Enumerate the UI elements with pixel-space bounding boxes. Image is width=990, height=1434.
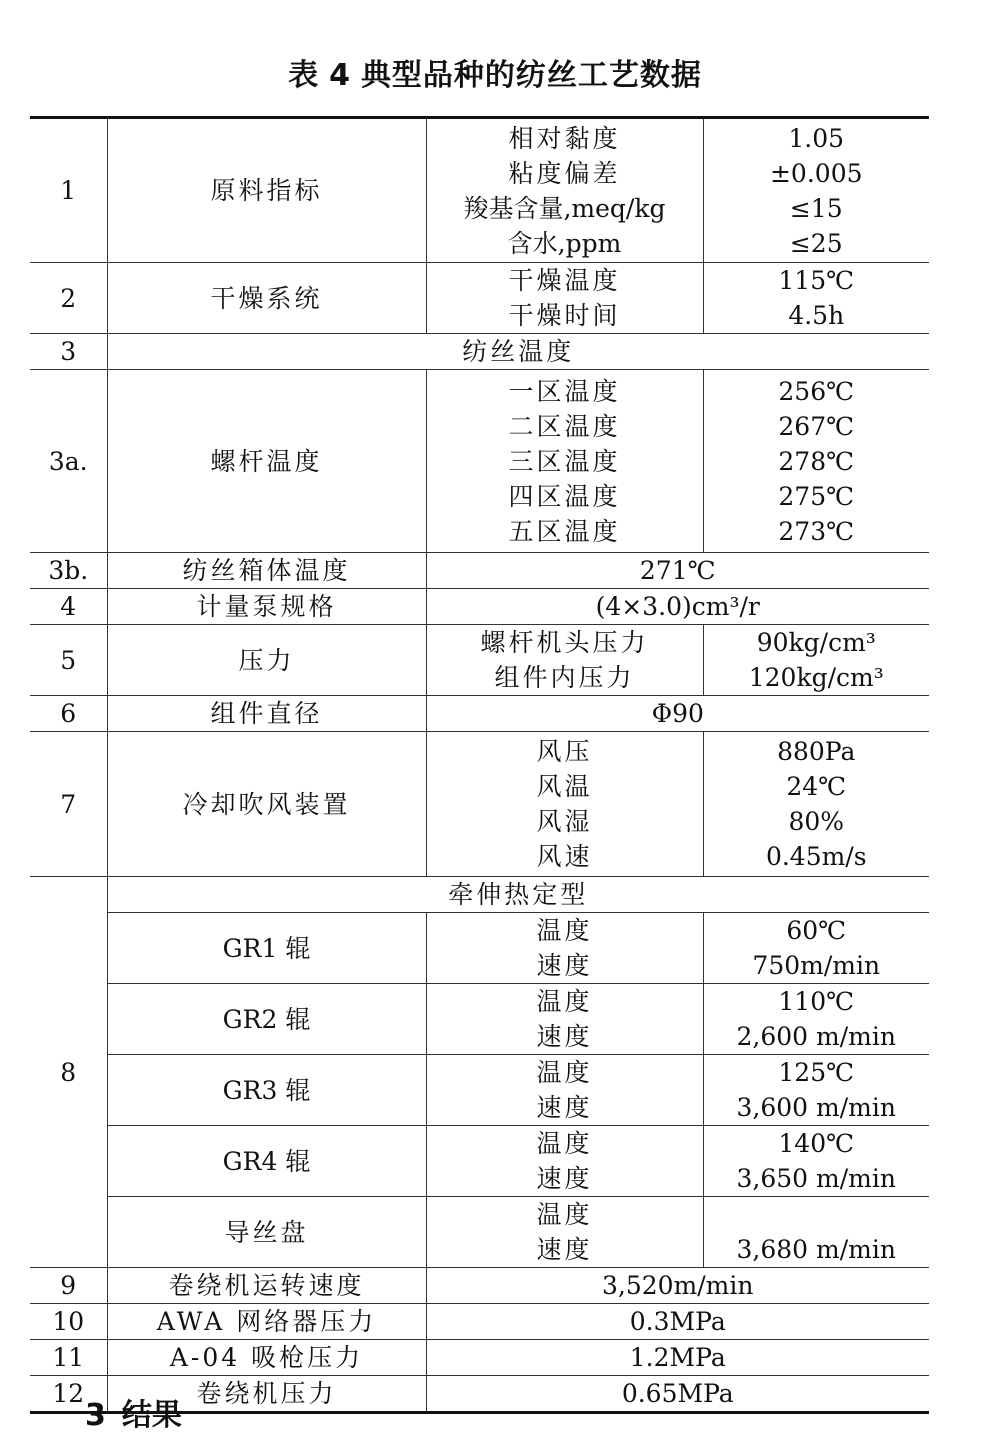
- param-label: 速度: [536, 1164, 593, 1193]
- param-value: 3,600 m/min: [736, 1093, 896, 1122]
- table-row: [30, 913, 929, 984]
- row-number: 3: [30, 334, 107, 370]
- param-value: ≤15: [789, 193, 843, 223]
- param-label: 羧基含量,meq/kg: [463, 193, 666, 223]
- row-number: 4: [30, 589, 107, 625]
- section-title: 结果: [121, 1398, 182, 1433]
- param-cell: [426, 118, 703, 263]
- param-label: 温度: [536, 1200, 593, 1229]
- param-value: ≤25: [789, 228, 843, 258]
- row-number: 1: [30, 118, 107, 263]
- param-value: ±0.005: [769, 158, 863, 188]
- section-heading-results: [85, 1390, 182, 1434]
- table-row: [30, 263, 929, 334]
- table-row: [30, 1340, 929, 1376]
- item-name: 冷却吹风装置: [107, 732, 426, 877]
- row-number: 10: [30, 1304, 107, 1340]
- value-cell: [703, 370, 929, 553]
- item-name: 计量泵规格: [107, 589, 426, 625]
- row-number: 8: [30, 877, 107, 1268]
- row-number: 2: [30, 263, 107, 334]
- param-cell: [426, 732, 703, 877]
- param-value: 278℃: [778, 446, 855, 476]
- param-label: 一区温度: [508, 376, 621, 406]
- param-value: 24℃: [786, 772, 847, 801]
- title-number: 4: [329, 58, 351, 93]
- row-number: 6: [30, 696, 107, 732]
- param-label: 干燥温度: [508, 266, 621, 295]
- table-row: [30, 1055, 929, 1126]
- table-row: [30, 370, 929, 553]
- param-cell: [426, 1197, 703, 1268]
- param-value: 115℃: [778, 266, 855, 295]
- item-name: GR2 辊: [107, 984, 426, 1055]
- value-cell: [703, 625, 929, 696]
- row-number: 9: [30, 1268, 107, 1304]
- table-row: [30, 1126, 929, 1197]
- row-number: 7: [30, 732, 107, 877]
- param-cell: [426, 984, 703, 1055]
- param-label: 风速: [536, 842, 593, 871]
- row-number: 12: [30, 1376, 107, 1413]
- param-value: 750m/min: [752, 951, 881, 980]
- merged-value: 3,520m/min: [426, 1268, 929, 1304]
- item-name: 组件直径: [107, 696, 426, 732]
- param-value: 275℃: [778, 481, 855, 511]
- param-label: 温度: [536, 916, 593, 945]
- param-value: 125℃: [778, 1058, 855, 1087]
- param-value: 273℃: [778, 516, 855, 546]
- item-name: AWA 网络器压力: [107, 1304, 426, 1340]
- param-label: 温度: [536, 1129, 593, 1158]
- param-value: 60℃: [786, 916, 847, 945]
- merged-value: 271℃: [426, 553, 929, 589]
- merged-value: Φ90: [426, 696, 929, 732]
- value-cell: [703, 984, 929, 1055]
- param-value: 140℃: [778, 1129, 855, 1158]
- value-cell: [703, 118, 929, 263]
- param-label: 三区温度: [508, 446, 621, 476]
- param-label: 温度: [536, 1058, 593, 1087]
- param-label: 组件内压力: [494, 663, 635, 692]
- item-name: 压力: [107, 625, 426, 696]
- table-row: [30, 1268, 929, 1304]
- item-name: 导丝盘: [107, 1197, 426, 1268]
- table-row: [30, 553, 929, 589]
- item-name: 螺杆温度: [107, 370, 426, 553]
- param-value: 3,650 m/min: [736, 1164, 896, 1193]
- item-name: 原料指标: [107, 118, 426, 263]
- param-label: 风温: [536, 772, 593, 801]
- item-name: 干燥系统: [107, 263, 426, 334]
- param-cell: [426, 913, 703, 984]
- title-text: 典型品种的纺丝工艺数据: [360, 58, 702, 93]
- item-name: A-04 吸枪压力: [107, 1340, 426, 1376]
- table-row: [30, 118, 929, 263]
- param-label: 含水,ppm: [507, 228, 622, 258]
- item-name: GR1 辊: [107, 913, 426, 984]
- param-label: 螺杆机头压力: [480, 628, 649, 657]
- param-label: 粘度偏差: [508, 158, 621, 188]
- row-number: 5: [30, 625, 107, 696]
- table-row: [30, 625, 929, 696]
- item-name: 卷绕机运转速度: [107, 1268, 426, 1304]
- section-number: 3: [85, 1398, 106, 1433]
- param-cell: [426, 263, 703, 334]
- param-value: 2,600 m/min: [736, 1022, 896, 1051]
- param-label: 速度: [536, 951, 593, 980]
- value-cell: [703, 1055, 929, 1126]
- param-label: 速度: [536, 1235, 593, 1264]
- param-cell: [426, 625, 703, 696]
- param-value: 90kg/cm³: [756, 628, 876, 657]
- param-value: 4.5h: [788, 301, 845, 330]
- param-label: 四区温度: [508, 481, 621, 511]
- param-cell: [426, 1055, 703, 1126]
- value-cell: [703, 732, 929, 877]
- table-row: [30, 1304, 929, 1340]
- title-prefix: 表: [288, 58, 320, 93]
- merged-value: 1.2MPa: [426, 1340, 929, 1376]
- merged-value: 0.3MPa: [426, 1304, 929, 1340]
- param-label: 相对黏度: [508, 123, 621, 153]
- param-value: 880Pa: [777, 737, 856, 766]
- value-cell: [703, 1126, 929, 1197]
- param-value: 0.45m/s: [765, 842, 867, 871]
- param-value: 110℃: [778, 987, 855, 1016]
- merged-value: 0.65MPa: [426, 1376, 929, 1413]
- value-cell: [703, 913, 929, 984]
- param-value: 1.05: [788, 123, 845, 153]
- table-row: [30, 732, 929, 877]
- item-name: 纺丝箱体温度: [107, 553, 426, 589]
- table-title: [0, 50, 990, 94]
- param-value: 3,680 m/min: [736, 1235, 896, 1264]
- param-cell: [426, 370, 703, 553]
- item-name: 卷绕机压力: [107, 1376, 426, 1413]
- param-label: 风湿: [536, 807, 593, 836]
- param-label: 速度: [536, 1093, 593, 1122]
- merged-value: (4×3.0)cm³/r: [426, 589, 929, 625]
- value-cell: [703, 1197, 929, 1268]
- param-label: 五区温度: [508, 516, 621, 546]
- param-label: 温度: [536, 987, 593, 1016]
- param-value: 256℃: [778, 376, 855, 406]
- row-number: 11: [30, 1340, 107, 1376]
- table-row: [30, 696, 929, 732]
- row-number: 3b.: [30, 553, 107, 589]
- param-value: 267℃: [778, 411, 855, 441]
- item-name: GR3 辊: [107, 1055, 426, 1126]
- param-value: 80%: [788, 807, 845, 836]
- table-row: [30, 984, 929, 1055]
- item-name: GR4 辊: [107, 1126, 426, 1197]
- table-row: [30, 877, 929, 913]
- value-cell: [703, 263, 929, 334]
- section-heading: 纺丝温度: [107, 334, 929, 370]
- param-label: 二区温度: [508, 411, 621, 441]
- param-label: 干燥时间: [508, 301, 621, 330]
- row-number: 3a.: [30, 370, 107, 553]
- section-heading: 牵伸热定型: [107, 877, 929, 913]
- table-row: [30, 334, 929, 370]
- param-value: 120kg/cm³: [748, 663, 884, 692]
- param-label: 速度: [536, 1022, 593, 1051]
- process-data-table: [30, 116, 929, 1414]
- param-cell: [426, 1126, 703, 1197]
- table-row: [30, 1197, 929, 1268]
- table-row: [30, 589, 929, 625]
- param-label: 风压: [536, 737, 593, 766]
